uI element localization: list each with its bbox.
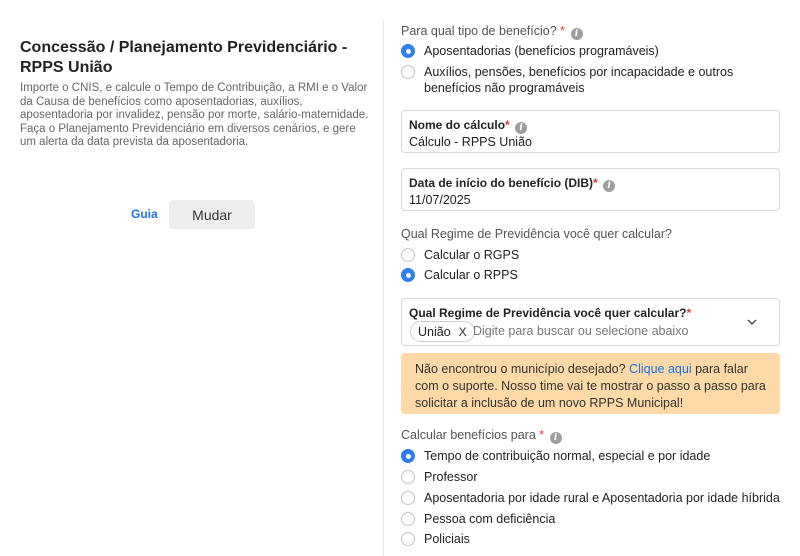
calc-benefits-question: Calcular benefícios para * i [401, 428, 562, 444]
radio-selected-icon [401, 268, 415, 282]
info-icon[interactable]: i [550, 432, 562, 444]
radio-rpps[interactable]: Calcular o RPPS [401, 267, 518, 283]
radio-selected-icon [401, 449, 415, 463]
radio-unselected-icon [401, 248, 415, 262]
radio-unselected-icon [401, 491, 415, 505]
radio-unselected-icon [401, 532, 415, 546]
selected-chip: União X [410, 321, 475, 342]
info-icon[interactable]: i [603, 180, 615, 192]
regime-search-placeholder[interactable]: Digite para buscar ou selecione abaixo [473, 324, 689, 338]
radio-unselected-icon [401, 470, 415, 484]
radio-professor[interactable]: Professor [401, 469, 478, 485]
calc-name-field[interactable]: Nome do cálculo* i Cálculo - RPPS União [401, 110, 780, 153]
calc-name-input[interactable] [409, 135, 769, 149]
municipio-alert: Não encontrou o município desejado? Clique aqui para falar com o suporte. Nosso time vai te mostrar o passo a passo para solicitar a inclusão de um novo RPPS Municipal! [401, 353, 780, 414]
dib-field[interactable]: Data de início do benefício (DIB)* i 11/07/2025 [401, 168, 780, 211]
guia-link[interactable]: Guia [131, 207, 158, 221]
mudar-button[interactable]: Mudar [169, 200, 255, 229]
benefit-type-question: Para qual tipo de benefício? * i [401, 24, 583, 40]
radio-tempo-contribuicao[interactable]: Tempo de contribuição normal, especial e por idade [401, 448, 710, 464]
page-description: Importe o CNIS, e calcule o Tempo de Contribuição, a RMI e o Valor da Causa de benefícios como aposentadorias, auxílios, aposentadoria por invalidez, pensão por morte, salário-maternidade. Faça o Planejamento Previdenciário em diversos cenários, e gere um alerta da data prevista da aposentadoria. [20, 82, 369, 148]
left-panel [0, 0, 383, 556]
radio-idade-rural[interactable]: Aposentadoria por idade rural e Aposentadoria por idade híbrida [401, 490, 780, 506]
info-icon[interactable]: i [515, 122, 527, 134]
radio-selected-icon [401, 44, 415, 58]
radio-unselected-icon [401, 65, 415, 79]
radio-nao-programaveis[interactable]: Auxílios, pensões, benefícios por incapacidade e outros benefícios não programáveis [401, 64, 781, 96]
radio-unselected-icon [401, 512, 415, 526]
panel-divider [383, 20, 384, 556]
page-title: Concessão / Planejamento Previdenciário - RPPS União [20, 39, 348, 76]
dib-input[interactable] [409, 193, 769, 207]
radio-pessoa-deficiencia[interactable]: Pessoa com deficiência [401, 511, 555, 527]
radio-aposentadorias[interactable]: Aposentadorias (benefícios programáveis) [401, 43, 659, 59]
regime-question: Qual Regime de Previdência você quer calcular? [401, 227, 672, 241]
radio-rgps[interactable]: Calcular o RGPS [401, 247, 519, 263]
chip-remove-icon[interactable]: X [458, 324, 467, 339]
chevron-down-icon[interactable] [747, 317, 757, 327]
regime-select[interactable]: Qual Regime de Previdência você quer calcular?* União X Digite para buscar ou selecione abaixo [401, 298, 780, 346]
radio-policiais[interactable]: Policiais [401, 531, 470, 547]
clique-aqui-link[interactable]: Clique aqui [629, 362, 692, 376]
required-mark: * [560, 24, 566, 38]
info-icon[interactable]: i [571, 28, 583, 40]
